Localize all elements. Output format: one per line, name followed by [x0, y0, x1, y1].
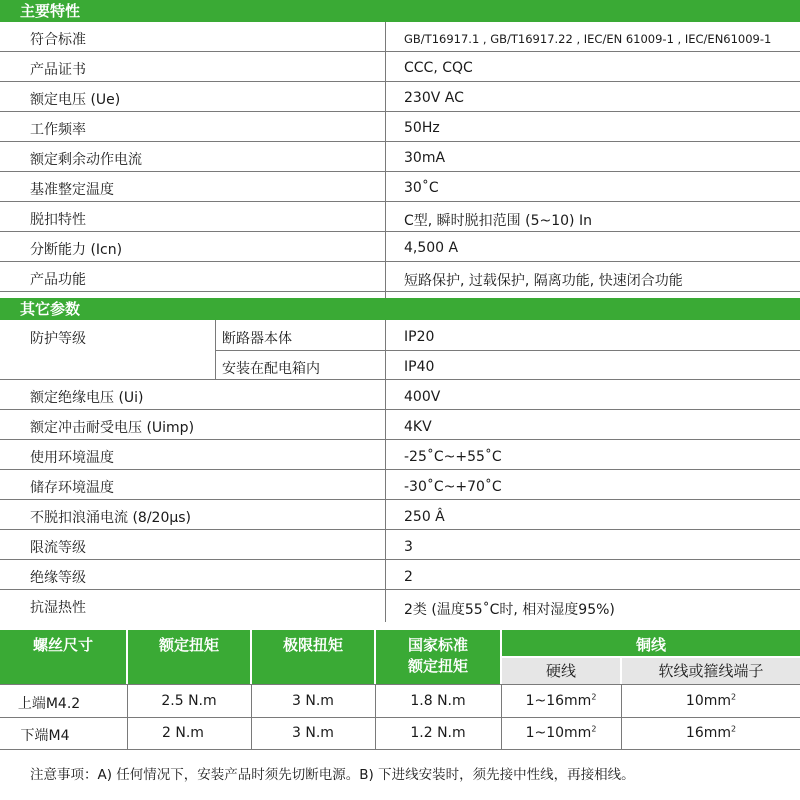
torque-line-2 [0, 717, 800, 718]
spec-value: 4KV [404, 419, 432, 435]
hdr-screw: 螺丝尺寸 [32, 636, 93, 654]
spec-label: 额定剩余动作电流 [30, 152, 142, 168]
spec-row [0, 410, 800, 440]
torque-r2-soft: $16mm^2$ [685, 724, 737, 741]
spec-value: 2 [404, 569, 413, 585]
protection-val2: IP40 [404, 359, 435, 375]
spec-value: 4,500 A [404, 240, 459, 256]
hdr-rated: 额定扭矩 [158, 636, 219, 654]
torque-r1-rated: 2.5 N.m [161, 693, 217, 709]
spec-value: 250 Â [404, 509, 445, 525]
protection-sub2: 安装在配电箱内 [222, 361, 320, 377]
spec-value: 2类 (温度55˚C时, 相对湿度95%) [404, 602, 615, 618]
spec-row [0, 142, 800, 172]
protection-row [0, 320, 800, 380]
protection-sub1: 断路器本体 [222, 331, 292, 347]
torque-line-1 [0, 684, 800, 685]
protection-divider [215, 350, 800, 351]
spec-value: 230V AC [404, 90, 464, 106]
spec-label: 符合标准 [30, 32, 86, 48]
section-other-title: 其它参数 [0, 298, 800, 320]
torque-r2-national: 1.2 N.m [410, 725, 466, 741]
torque-r1-hard: $1\sim 16mm^2$ [525, 692, 597, 709]
spec-row [0, 560, 800, 590]
protection-sub-divider [215, 320, 216, 380]
torque-line-3 [0, 749, 800, 750]
spec-label: 抗湿热性 [30, 600, 86, 616]
spec-value: 400V [404, 389, 441, 405]
spec-label: 额定绝缘电压 (Ui) [30, 390, 144, 406]
torque-r2-rated: 2 N.m [162, 725, 204, 741]
footnote: 注意事项：A) 任何情况下，安装产品时须先切断电源。B) 下进线安装时，须先接中性线，再接相线。 [30, 767, 635, 783]
protection-val1: IP20 [404, 329, 435, 345]
spec-row [0, 500, 800, 530]
spec-label: 产品功能 [30, 272, 86, 288]
hdr-soft: 软线或箍线端子 [622, 658, 800, 684]
protection-label: 防护等级 [30, 331, 86, 347]
spec-label: 分断能力 (Icn) [30, 242, 123, 258]
spec-row [0, 112, 800, 142]
spec-value: 短路保护, 过载保护, 隔离功能, 快速闭合功能 [404, 273, 683, 289]
torque-r1-national: 1.8 N.m [410, 693, 466, 709]
spec-row [0, 82, 800, 112]
spec-value: CCC, CQC [404, 60, 473, 76]
torque-r1-soft: $10mm^2$ [685, 692, 737, 709]
spec-label: 额定冲击耐受电压 (Uimp) [30, 420, 195, 436]
spec-label: 基准整定温度 [30, 182, 114, 198]
spec-label: 不脱扣浪涌电流 (8/20μs) [30, 510, 192, 526]
spec-row [0, 262, 800, 292]
spec-value: GB/T16917.1 , GB/T16917.22 , IEC/EN 61009-1 , IEC/EN61009-1 [404, 32, 772, 46]
torque-r2-hard: $1\sim 10mm^2$ [525, 724, 597, 741]
hdr-national-1: 国家标准 [407, 636, 468, 654]
spec-value: -25˚C~+55˚C [404, 449, 502, 465]
torque-r1-limit: 3 N.m [292, 693, 334, 709]
spec-row [0, 52, 800, 82]
spec-row [0, 530, 800, 560]
spec-value: 50Hz [404, 120, 440, 136]
spec-label: 限流等级 [30, 540, 86, 556]
spec-row [0, 590, 800, 622]
spec-divider-bottom [385, 320, 386, 622]
section-main-title: 主要特性 [0, 0, 800, 22]
hdr-limit: 极限扭矩 [282, 636, 343, 654]
spec-row [0, 172, 800, 202]
spec-label: 绝缘等级 [30, 570, 86, 586]
spec-row [0, 22, 800, 52]
torque-r1-screw: 上端M4.2 [17, 696, 81, 712]
spec-value: -30˚C~+70˚C [404, 479, 502, 495]
torque-r2-limit: 3 N.m [292, 725, 334, 741]
spec-label: 储存环境温度 [30, 480, 114, 496]
hdr-hard: 硬线 [502, 658, 620, 684]
spec-label: 使用环境温度 [30, 450, 114, 466]
spec-row [0, 440, 800, 470]
spec-label: 工作频率 [30, 122, 86, 138]
torque-r2-screw: 下端M4 [20, 728, 70, 744]
spec-row [0, 232, 800, 262]
spec-row [0, 470, 800, 500]
spec-value: 30mA [404, 150, 446, 166]
hdr-copper: 铜线 [635, 636, 666, 654]
spec-row [0, 380, 800, 410]
spec-value: 3 [404, 539, 413, 555]
spec-value: 30˚C [404, 180, 439, 196]
spec-label: 脱扣特性 [30, 212, 86, 228]
spec-label: 产品证书 [30, 62, 86, 78]
spec-value: C型, 瞬时脱扣范围 (5~10) In [404, 213, 592, 229]
hdr-national-2: 额定扭矩 [407, 657, 468, 675]
spec-divider-top [385, 22, 386, 298]
spec-row [0, 202, 800, 232]
spec-label: 额定电压 (Ue) [30, 92, 121, 108]
